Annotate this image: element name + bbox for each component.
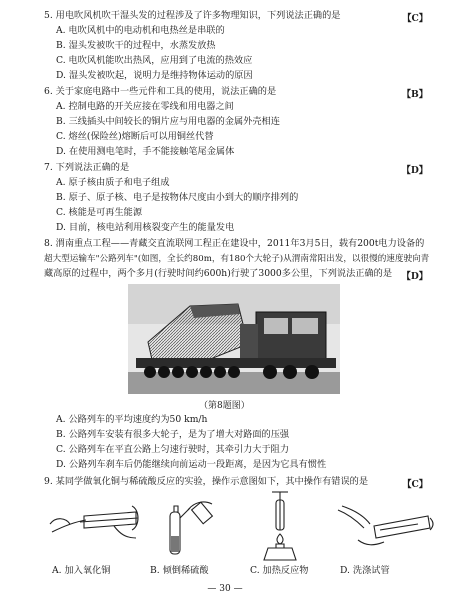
q7-option-c: C. 核能是可再生能源	[56, 207, 143, 218]
figure-b-label: B. 倾倒稀硫酸	[150, 565, 209, 576]
page-number: — 30 —	[207, 584, 243, 594]
q5-stem: 5. 用电吹风机吹干湿头发的过程涉及了许多物理知识，下列说法正确的是	[44, 10, 341, 21]
q7-answer: 【D】	[401, 165, 428, 176]
q9-answer: 【C】	[402, 479, 428, 490]
q8-option-b: B. 公路列车安装有很多大轮子，是为了增大对路面的压强	[56, 429, 290, 440]
figure-a-label: A. 加入氧化铜	[52, 565, 111, 576]
q6-option-d: D. 在使用测电笔时，手不能接触笔尾金属体	[56, 146, 235, 157]
q8-stem-line-2: 超大型运输车"公路列车"(如图，全长约80m，有180个大轮子)从渭南常阳出发，以很慢的速度驶向青	[44, 254, 430, 264]
q5-option-b: B. 湿头发被吹干的过程中，水蒸发放热	[56, 40, 216, 51]
figure-d-label: D. 洗涤试管	[340, 565, 390, 576]
figure-d-wash-tube	[334, 500, 438, 552]
q8-option-a: A. 公路列车的平均速度约为50 km/h	[56, 414, 208, 425]
q6-answer: 【B】	[401, 89, 428, 100]
q5-answer: 【C】	[402, 13, 428, 24]
q7-option-a: A. 原子核由质子和电子组成	[56, 177, 170, 188]
q8-figure-caption: （第8题图）	[199, 401, 250, 411]
figure-c-label: C. 加热反应物	[250, 565, 309, 576]
q9-stem: 9. 某同学做氧化铜与稀硫酸反应的实验，操作示意图如下，其中操作有错误的是	[44, 476, 369, 487]
q5-option-a: A. 电吹风机中的电动机和电热丝是串联的	[56, 25, 225, 36]
q6-option-a: A. 控制电路的开关应接在零线和用电器之间	[56, 101, 234, 112]
truck-photo	[128, 284, 340, 394]
q7-option-b: B. 原子、原子核、电子是按物体尺度由小到大的顺序排列的	[56, 192, 299, 203]
q5-option-d: D. 湿头发被吹起，说明力是维持物体运动的原因	[56, 70, 253, 81]
q7-stem: 7. 下列说法正确的是	[44, 162, 130, 173]
q6-stem: 6. 关于家庭电路中一些元件和工具的使用，说法正确的是	[44, 86, 277, 97]
figure-a-add-copper-oxide	[44, 496, 142, 554]
figure-b-pour-acid	[160, 496, 224, 560]
q8-option-d: D. 公路列车刹车后仍能继续向前运动一段距离，是因为它具有惯性	[56, 459, 327, 470]
q8-stem-line-1: 8. 渭南重点工程——青藏交直流联网工程正在建设中，2011年3月5日，载有200t电力设备的	[44, 238, 425, 249]
q5-option-c: C. 电吹风机能吹出热风，应用到了电流的热效应	[56, 55, 253, 66]
q8-stem-line-3: 藏高原的过程中，两个多月(行驶时间约600h)行驶了3000多公里，下列说法正确的是	[44, 268, 393, 279]
figure-c-heat-reactants	[250, 490, 314, 562]
q8-answer: 【D】	[401, 271, 428, 282]
q8-option-c: C. 公路列车在平直公路上匀速行驶时，其牵引力大于阻力	[56, 444, 290, 455]
q6-option-c: C. 熔丝(保险丝)熔断后可以用铜丝代替	[56, 131, 214, 142]
q6-option-b: B. 三线插头中间较长的铜片应与用电器的金属外壳相连	[56, 116, 280, 127]
q7-option-d: D. 目前，核电站利用核裂变产生的能量发电	[56, 222, 235, 233]
